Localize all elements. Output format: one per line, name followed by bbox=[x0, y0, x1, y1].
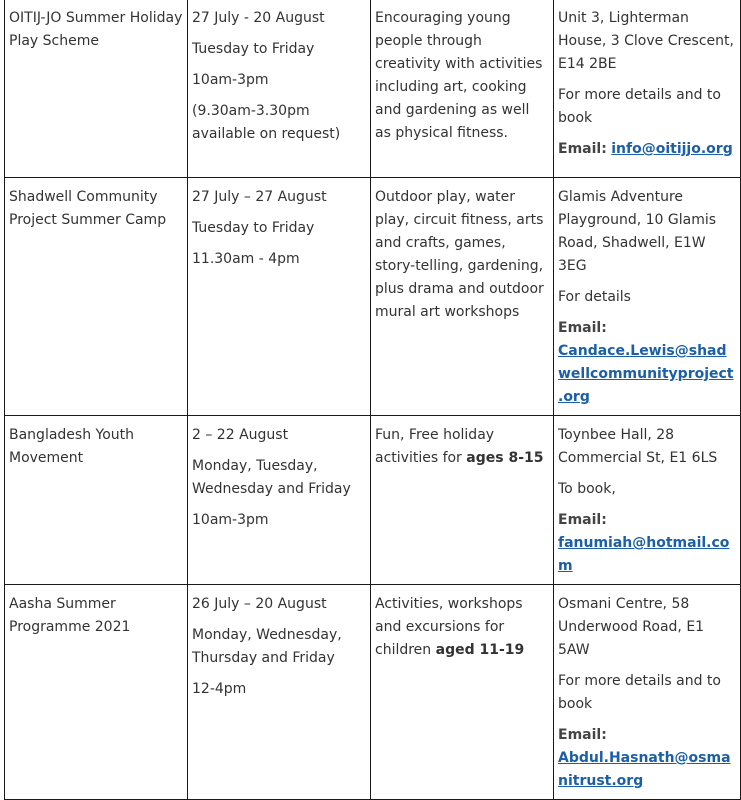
date-range: 27 July - 20 August bbox=[192, 10, 325, 26]
days: Tuesday to Friday bbox=[192, 41, 315, 57]
table-row bbox=[5, 178, 741, 416]
times-extra: (9.30am-3.30pm available on request) bbox=[192, 103, 341, 142]
date-range: 27 July – 27 August bbox=[192, 189, 327, 205]
times: 12-4pm bbox=[192, 681, 247, 697]
email-block bbox=[558, 724, 736, 793]
scheme-dates-cell bbox=[188, 416, 371, 585]
booking-note: To book, bbox=[558, 481, 616, 497]
scheme-name-cell bbox=[5, 416, 188, 585]
address: Osmani Centre, 58 Underwood Road, E1 5AW bbox=[558, 596, 705, 658]
booking-note: For more details and to book bbox=[558, 87, 721, 126]
scheme-contact-cell bbox=[554, 0, 741, 178]
email-label: Email: bbox=[558, 320, 607, 336]
times: 10am-3pm bbox=[192, 512, 269, 528]
activities-age: aged 11-19 bbox=[435, 642, 525, 658]
address: Glamis Adventure Playground, 10 Glamis Road, Shadwell, E1W 3EG bbox=[558, 189, 717, 274]
days: Tuesday to Friday bbox=[192, 220, 315, 236]
scheme-activities-cell bbox=[371, 585, 554, 800]
email-block bbox=[558, 317, 736, 409]
scheme-dates-cell bbox=[188, 178, 371, 416]
activities-text: Encouraging young people through creativity with activities including art, cooking and gardening as well as physical fitness. bbox=[375, 10, 543, 141]
table-row bbox=[5, 0, 741, 178]
scheme-activities-cell bbox=[371, 416, 554, 585]
email-link[interactable]: Abdul.Hasnath@osmanitrust.org bbox=[558, 750, 731, 789]
scheme-contact-cell bbox=[554, 178, 741, 416]
email-label: Email: bbox=[558, 727, 607, 743]
email-block bbox=[558, 509, 736, 578]
date-range: 2 – 22 August bbox=[192, 427, 289, 443]
address: Toynbee Hall, 28 Commercial St, E1 6LS bbox=[558, 427, 718, 466]
scheme-name: Shadwell Community Project Summer Camp bbox=[9, 189, 167, 228]
activities-text: Outdoor play, water play, circuit fitness, arts and crafts, games, story-telling, gardening, plus drama and outdoor mural art workshops bbox=[375, 189, 544, 320]
times: 10am-3pm bbox=[192, 72, 269, 88]
scheme-activities-cell bbox=[371, 0, 554, 178]
scheme-dates-cell bbox=[188, 0, 371, 178]
scheme-name-cell bbox=[5, 178, 188, 416]
date-range: 26 July – 20 August bbox=[192, 596, 327, 612]
scheme-contact-cell bbox=[554, 585, 741, 800]
scheme-name-cell bbox=[5, 585, 188, 800]
address: Unit 3, Lighterman House, 3 Clove Crescent, E14 2BE bbox=[558, 10, 734, 72]
times: 11.30am - 4pm bbox=[192, 251, 300, 267]
scheme-contact-cell bbox=[554, 416, 741, 585]
days: Monday, Tuesday, Wednesday and Friday bbox=[192, 458, 351, 497]
scheme-dates-cell bbox=[188, 585, 371, 800]
email-link[interactable]: info@oitijjo.org bbox=[611, 141, 733, 157]
scheme-name-cell bbox=[5, 0, 188, 178]
holiday-schemes-table bbox=[4, 0, 741, 800]
scheme-name: OITIJ-JO Summer Holiday Play Scheme bbox=[9, 10, 183, 49]
email-block bbox=[558, 138, 736, 161]
booking-note: For more details and to book bbox=[558, 673, 721, 712]
email-link[interactable]: Candace.Lewis@shadwellcommunityproject.org bbox=[558, 343, 734, 405]
activities-age: ages 8-15 bbox=[466, 450, 544, 466]
email-link[interactable]: fanumiah@hotmail.com bbox=[558, 535, 730, 574]
table-row bbox=[5, 585, 741, 800]
activities-text: Fun, Free holiday activities for bbox=[375, 427, 495, 466]
days: Monday, Wednesday, Thursday and Friday bbox=[192, 627, 342, 666]
table-row bbox=[5, 416, 741, 585]
email-label: Email: bbox=[558, 512, 607, 528]
activities-text: Activities, workshops and excursions for children bbox=[375, 596, 523, 658]
booking-note: For details bbox=[558, 289, 631, 305]
scheme-name: Aasha Summer Programme 2021 bbox=[9, 596, 131, 635]
email-label: Email: bbox=[558, 141, 607, 157]
scheme-activities-cell bbox=[371, 178, 554, 416]
scheme-name: Bangladesh Youth Movement bbox=[9, 427, 135, 466]
